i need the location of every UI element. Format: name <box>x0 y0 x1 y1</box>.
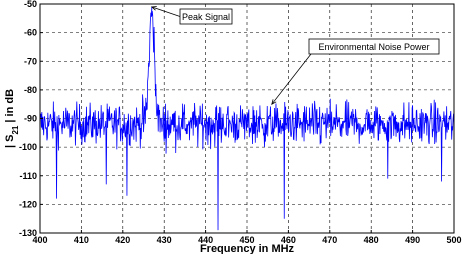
y-axis-label <box>4 89 20 148</box>
x-tick-label: 460 <box>280 235 296 245</box>
y-tick-label: -80 <box>23 84 37 95</box>
y-tick-label: -100 <box>18 142 37 153</box>
annotations <box>152 7 439 105</box>
x-tick-label: 450 <box>239 235 255 245</box>
y-tick-label: -130 <box>18 228 37 238</box>
x-tick-label: 500 <box>446 235 462 245</box>
y-tick-label: -60 <box>23 27 37 38</box>
y-tick-label: -90 <box>23 113 37 124</box>
y-tick-label: -70 <box>23 56 37 67</box>
x-tick-label: 490 <box>405 235 421 245</box>
annotation-arrow <box>152 7 180 17</box>
x-tick-label: 410 <box>73 235 89 245</box>
x-tick-label: 480 <box>363 235 379 245</box>
x-tick-label: 470 <box>322 235 338 245</box>
y-tick-labels <box>19 0 43 238</box>
y-tick-label: -110 <box>19 170 37 181</box>
y-axis-label-post: | in dB <box>4 88 16 126</box>
x-tick-label: 420 <box>115 235 131 245</box>
y-axis-label-pre: | S <box>4 134 16 149</box>
y-axis-label-sub: 21 <box>10 125 20 135</box>
annotation-arrow <box>272 54 311 104</box>
x-tick-label: 440 <box>198 235 214 245</box>
x-tick-label: 430 <box>156 235 172 245</box>
annotation-label: Peak Signal <box>181 12 231 22</box>
x-axis-label: Frequency in MHz <box>199 243 295 254</box>
x-tick-label: 400 <box>32 235 48 245</box>
y-tick-label: -120 <box>18 199 37 210</box>
annotation-label: Environmental Noise Power <box>318 42 430 52</box>
y-tick-label: -50 <box>23 0 37 9</box>
